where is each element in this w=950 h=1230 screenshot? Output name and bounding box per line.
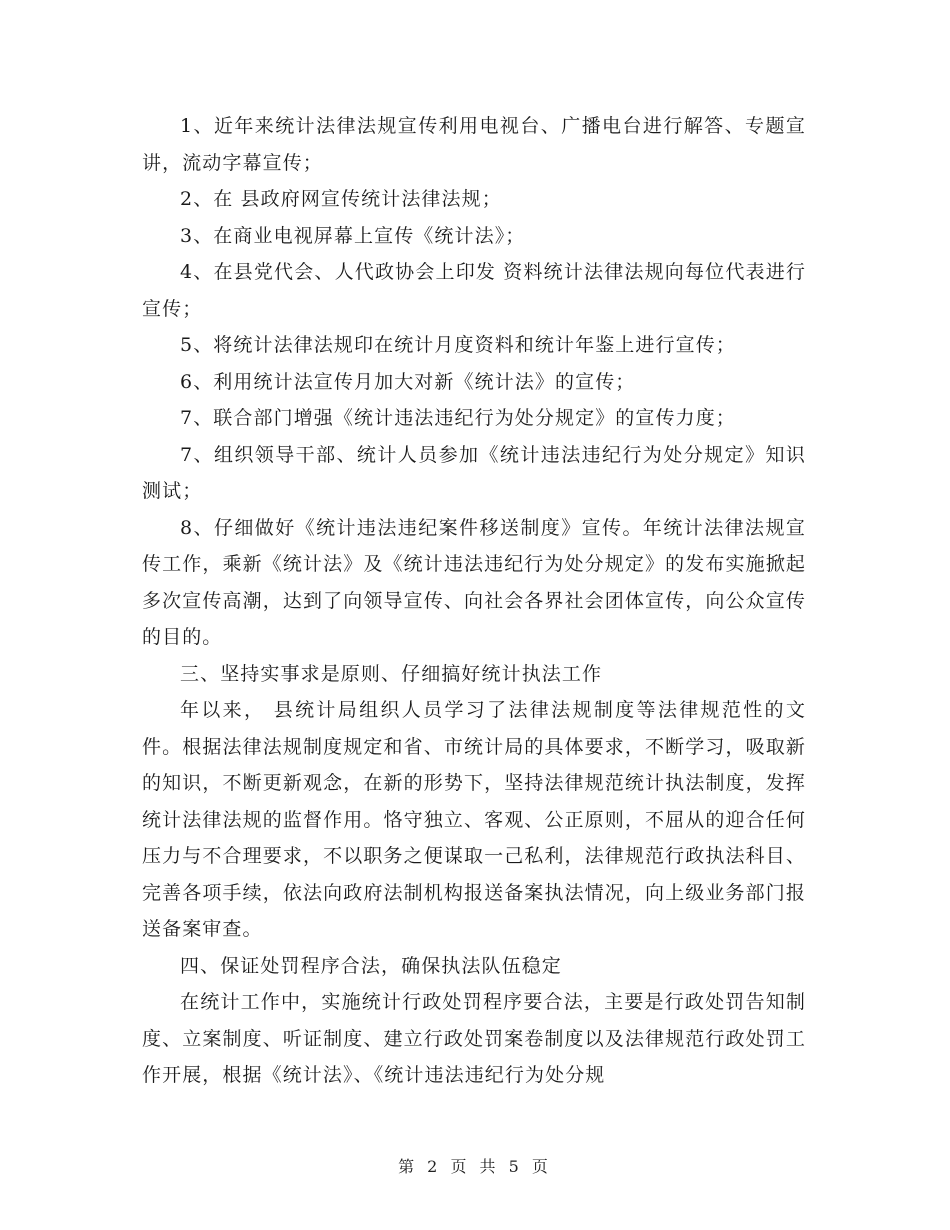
paragraph-item-6: 6、利用统计法宣传月加大对新《统计法》的宣传； xyxy=(180,370,636,393)
section-heading-4: 四、保证处罚程序合法，确保执法队伍稳定 xyxy=(180,954,562,977)
paragraph-item-5: 5、将统计法律法规印在统计月度资料和统计年鉴上进行宣传； xyxy=(180,334,736,356)
paragraph-item-1: 1、近年来统计法律法规宣传利用电视台、广播电台进行解答、专题宣讲，流动字幕宣传； xyxy=(142,115,806,174)
paragraph-item-3: 3、在商业电视屏幕上宣传《统计法》； xyxy=(180,224,526,247)
document-body xyxy=(142,108,806,1094)
paragraph-item-7a: 7、联合部门增强《统计违法违纪行为处分规定》的宣传力度； xyxy=(180,407,736,429)
section-4-body: 在统计工作中，实施统计行政处罚程序要合法，主要是行政处罚告知制度、立案制度、听证制度、建立行政处罚案卷制度以及法律规范行政处罚工作开展，根据《统计法》、《统计违法违纪行为处分规 xyxy=(142,991,806,1086)
section-heading-3: 三、坚持实事求是原则、仔细搞好统计执法工作 xyxy=(180,662,603,685)
paragraph-item-8: 8、仔细做好《统计违法违纪案件移送制度》宣传。年统计法律法规宣传工作，乘新《统计法》及《统计违法违纪行为处分规定》的发布实施掀起多次宣传高潮，达到了向领导宣传、向社会各界社会团体宣传，向公众宣传的目的。 xyxy=(142,516,806,648)
paragraph-item-7b: 7、组织领导干部、统计人员参加《统计违法违纪行为处分规定》知识测试； xyxy=(142,443,806,502)
paragraph-item-4: 4、在县党代会、人代政协会上印发 资料统计法律法规向每位代表进行宣传； xyxy=(142,261,806,320)
page-number-footer: 第 2 页 共 5 页 xyxy=(398,1157,552,1176)
paragraph-item-2: 2、在 县政府网宣传统计法律法规； xyxy=(180,188,502,210)
section-3-body: 年以来， 县统计局组织人员学习了法律法规制度等法律规范性的文件。根据法律法规制度规定和省、市统计局的具体要求，不断学习，吸取新的知识，不断更新观念，在新的形势下，坚持法律规范统计执法制度，发挥统计法律法规的监督作用。恪守独立、客观、公正原则，不屈从的迎合任何压力与不合理要求，不以职务之便谋取一己私利，法律规范行政执法科目、完善各项手续，依法向政府法制机构报送备案执法情况，向上级业务部门报送备案审查。 xyxy=(142,699,806,940)
